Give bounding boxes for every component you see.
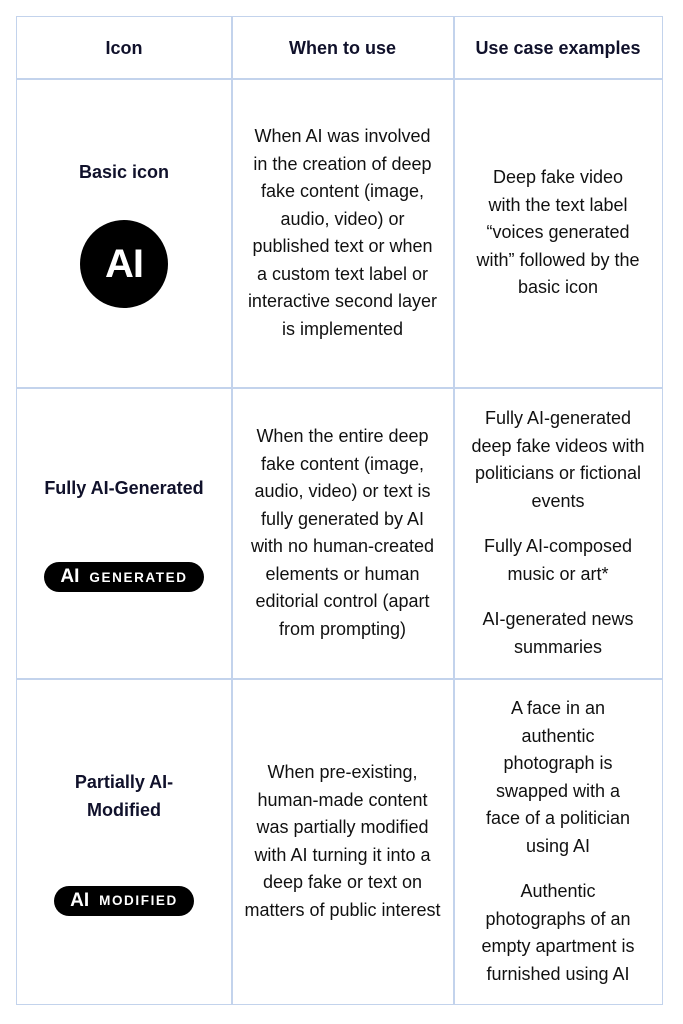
use-case-example: Fully AI-composed music or art* bbox=[483, 536, 633, 584]
row-partially-modified-cell bbox=[17, 679, 231, 1004]
row-fully-generated-cell bbox=[17, 388, 231, 678]
ai-generated-badge-icon bbox=[44, 562, 203, 592]
badge-ai-text: AI bbox=[60, 566, 80, 587]
header-when-to-use: When to use bbox=[289, 37, 396, 58]
header-use-case-examples: Use case examples bbox=[475, 37, 641, 58]
use-case-example: A face in an authentic photograph is swapped with a face of a politician using AI bbox=[485, 698, 631, 856]
badge-ai-text: AI bbox=[70, 889, 90, 911]
row-basic-icon-cell bbox=[17, 79, 231, 387]
row-partially-modified-when: When pre-existing, human-made content was partially modified with AI turning it into a deep fake or text on matters of public interest bbox=[244, 762, 441, 920]
ai-basic-icon: AI bbox=[80, 220, 168, 308]
use-case-example: AI-generated news summaries bbox=[482, 609, 634, 657]
use-case-example: Authentic photographs of an empty apartment is furnished using AI bbox=[481, 881, 635, 984]
ai-modified-badge-icon bbox=[54, 886, 194, 916]
row-fully-generated-examples bbox=[454, 388, 662, 678]
badge-word-text: MODIFIED bbox=[99, 893, 178, 908]
badge-word-text: GENERATED bbox=[89, 569, 188, 585]
use-case-example: Deep fake video with the text label “voices generated with” followed by the basic icon bbox=[476, 167, 640, 298]
row-basic-when: When AI was involved in the creation of deep fake content (image, audio, video) or published text or when a custom text label or interactive second layer is implemented bbox=[247, 126, 438, 339]
row-title-basic-icon: Basic icon bbox=[78, 162, 170, 182]
header-icon: Icon bbox=[105, 37, 143, 58]
row-partially-modified-examples bbox=[454, 679, 662, 1004]
row-basic-examples bbox=[454, 79, 662, 387]
row-fully-generated-when: When the entire deep fake content (image, audio, video) or text is fully generated by AI with no human-created elements or human editorial control (apart from prompting) bbox=[250, 426, 435, 639]
row-title-fully-generated: Fully AI-Generated bbox=[44, 478, 204, 498]
use-case-example: Fully AI-generated deep fake videos with politicians or fictional events bbox=[471, 408, 645, 511]
ai-label-table bbox=[16, 16, 663, 1005]
row-title-partially-modified: Partially AI-Modified bbox=[74, 771, 174, 820]
